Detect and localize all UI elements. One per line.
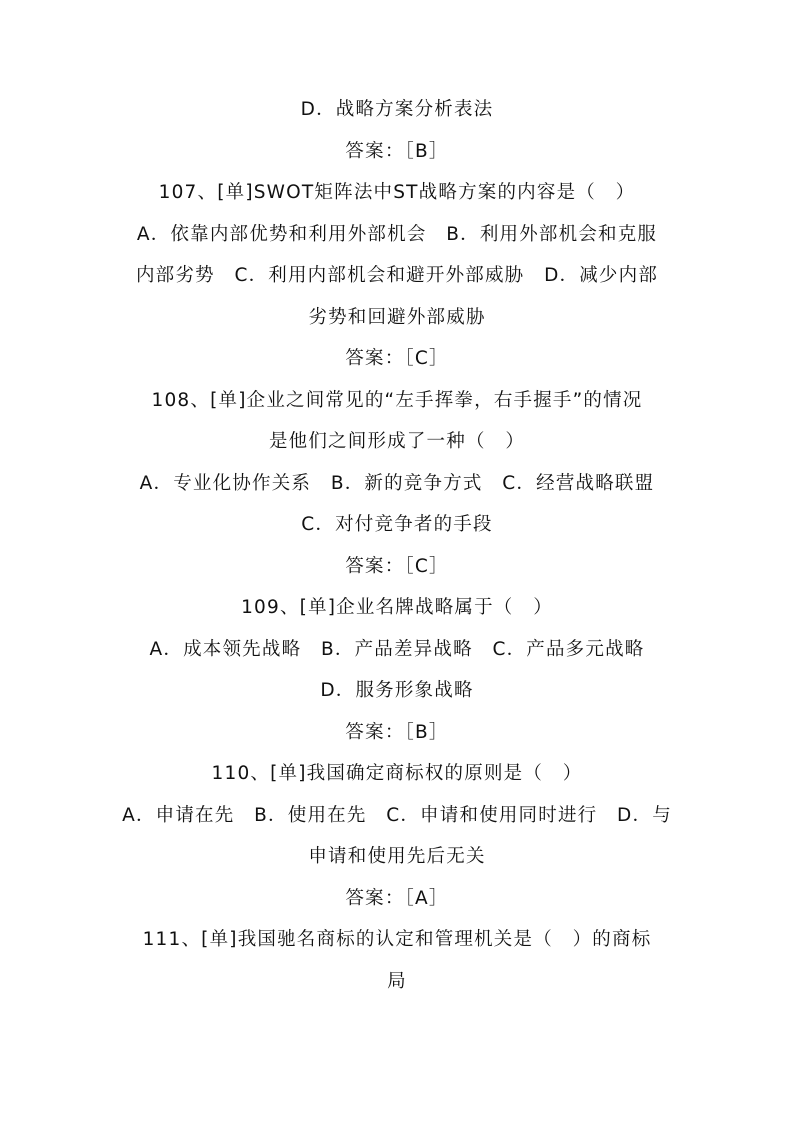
question-107-line: 107、[单]SWOT矩阵法中ST战略方案的内容是（ ） (158, 182, 636, 203)
answer-line: 答案：［B］ (345, 140, 449, 162)
question-108-options-line-2: C．对付竞争者的手段 (301, 514, 493, 535)
question-110-options-line-1: A．申请在先 B．使用在先 C．申请和使用同时进行 D．与 (122, 804, 672, 826)
question-109-options-line-1: A．成本领先战略 B．产品差异战略 C．产品多元战略 (149, 638, 645, 660)
question-107-options-line-2: 内部劣势 C．利用内部机会和避开外部威胁 D．减少内部 (135, 265, 659, 286)
question-108-line-1: 108、[单]企业之间常见的“左手挥拳，右手握手”的情况 (151, 389, 643, 411)
answer-line: 答案：［B］ (345, 721, 449, 743)
question-109-options-line-2: D．服务形象战略 (320, 680, 474, 701)
question-110-options-line-2: 申请和使用先后无关 (308, 846, 486, 867)
answer-line: 答案：［C］ (345, 555, 449, 577)
answer-line: 答案：［C］ (345, 348, 449, 369)
question-107-options-line-3: 劣势和回避外部威胁 (308, 306, 486, 328)
question-111-line-2: 局 (387, 970, 407, 992)
question-110-line: 110、[单]我国确定商标权的原则是（ ） (211, 763, 583, 784)
question-109-line: 109、[单]企业名牌战略属于（ ） (241, 597, 553, 618)
question-107-options-line-1: A．依靠内部优势和利用外部机会 B．利用外部机会和克服 (136, 223, 658, 245)
question-108-options-line-1: A．专业化协作关系 B．新的竞争方式 C．经营战略联盟 (139, 472, 655, 494)
answer-line: 答案：［A］ (345, 887, 449, 909)
option-text-line: D．战略方案分析表法 (300, 99, 494, 120)
document-body (120, 89, 674, 1002)
question-111-line-1: 111、[单]我国驰名商标的认定和管理机关是（ ）的商标 (142, 929, 652, 950)
question-108-line-2: 是他们之间形成了一种（ ） (268, 431, 526, 452)
